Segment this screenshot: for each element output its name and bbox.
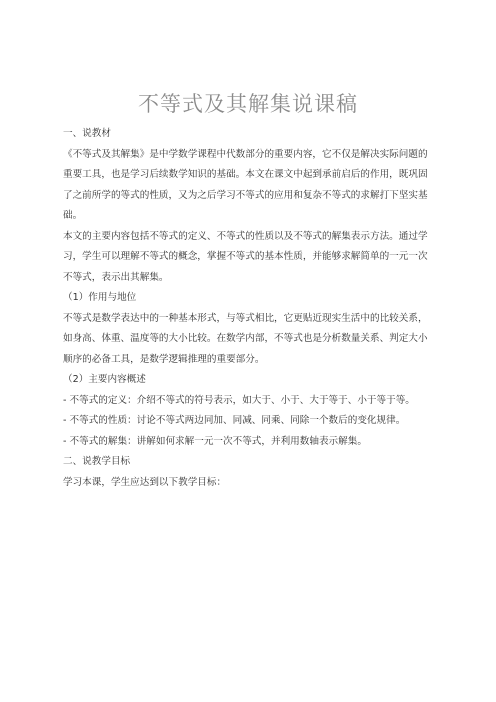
- section-heading-teaching-material: 一、说教材: [63, 128, 111, 139]
- list-item-solution-set: - 不等式的解集：讲解如何求解一元一次不等式，并利用数轴表示解集。: [63, 435, 367, 447]
- paragraph-intro: 《不等式及其解集》是中学数学课程中代数部分的重要内容，它不仅是解决实际问题的重要工具，也是学习后续数学知识的基础。本文在课文中起到承前启后的作用，既巩固了之前所学的等式的性质，又为之后学习不等式的应用和复杂不等式的求解打下坚实基础。: [63, 148, 428, 221]
- paragraph-main-content: 本文的主要内容包括不等式的定义、不等式的性质以及不等式的解集表示方法。通过学习，学生可以理解不等式的概念，掌握不等式的基本性质，并能够求解简单的一元一次不等式，表示出其解集。: [63, 230, 428, 283]
- subheading-content-overview: （2）主要内容概述: [63, 374, 146, 385]
- paragraph-role-and-status: 不等式是数学表达中的一种基本形式，与等式相比，它更贴近现实生活中的比较关系，如身高、体重、温度等的大小比较。在数学内部，不等式也是分析数量关系、判定大小顺序的必备工具，是数学逻辑推理的重要部分。: [63, 312, 428, 365]
- document-title: 不等式及其解集说课稿: [138, 92, 358, 116]
- paragraph-objectives-intro: 学习本课，学生应达到以下教学目标：: [63, 476, 227, 488]
- list-item-properties: - 不等式的性质：讨论不等式两边同加、同减、同乘、同除一个数后的变化规律。: [63, 415, 406, 426]
- section-heading-teaching-objectives: 二、说教学目标: [63, 456, 131, 467]
- document-body: [63, 124, 435, 493]
- list-item-definition: - 不等式的定义：介绍不等式的符号表示，如大于、小于、大于等于、小于等于等。: [63, 394, 415, 406]
- subheading-role-and-status: （1）作用与地位: [63, 292, 137, 303]
